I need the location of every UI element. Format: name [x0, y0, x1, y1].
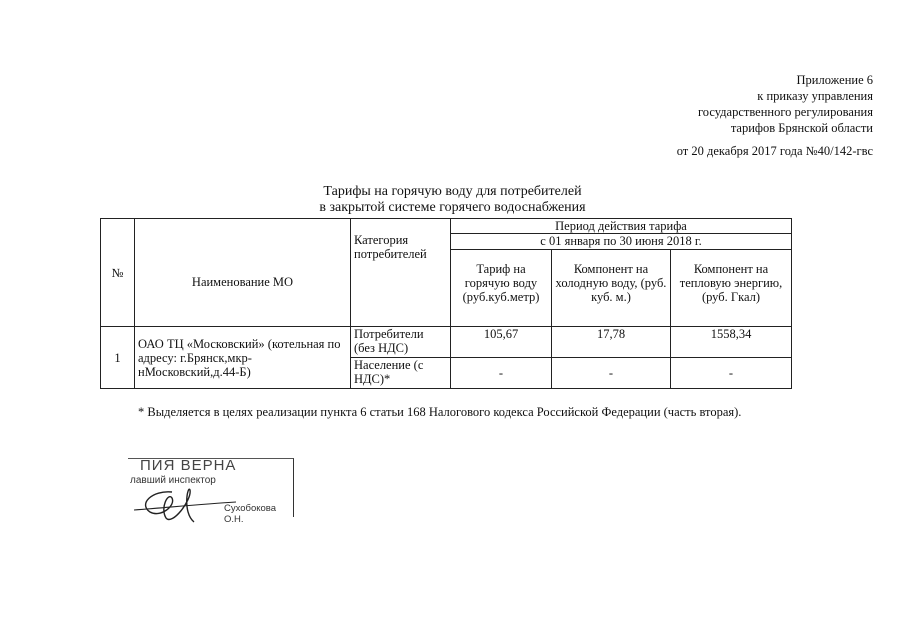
stamp-position: лавший инспектор: [130, 475, 216, 486]
row-cold: 17,78: [552, 327, 671, 358]
row-category: Потребители (без НДС): [351, 327, 451, 358]
header-line: государственного регулирования: [697, 105, 873, 119]
header-period-dates: с 01 января по 30 июня 2018 г.: [451, 234, 792, 250]
header-num: №: [101, 219, 135, 327]
footnote: * Выделяется в целях реализации пункта 6 статьи 168 Налогового кодекса Российской Федерации (часть вторая).: [138, 405, 742, 419]
header-period: Период действия тарифа: [451, 219, 792, 234]
row-heat: -: [671, 358, 792, 389]
header-category: Категория потребителей: [351, 219, 451, 327]
header-line: тарифов Брянской области: [730, 121, 873, 135]
row-tariff: 105,67: [451, 327, 552, 358]
header-cold-component: Компонент на холодную воду, (руб. куб. м.): [552, 250, 671, 327]
row-category: Население (с НДС)*: [351, 358, 451, 389]
appendix-header: [677, 72, 873, 159]
order-date-line: от 20 декабря 2017 года №40/142-гвс: [676, 144, 873, 158]
row-cold: -: [552, 358, 671, 389]
header-mo-name: Наименование МО: [135, 219, 351, 327]
header-line: к приказу управления: [757, 89, 873, 103]
stamp-text: ПИЯ ВЕРНА: [140, 457, 237, 474]
title-line-2: в закрытой системе горячего водоснабжения: [319, 200, 586, 215]
row-mo-name: ОАО ТЦ «Московский» (котельная по адресу: г.Брянск,мкр-нМосковский,д.44-Б): [135, 327, 351, 389]
row-num: 1: [101, 327, 135, 389]
tariff-table: [100, 218, 792, 389]
header-heat-component: Компонент на тепловую энергию, (руб. Гкал): [671, 250, 792, 327]
title-line-1: Тарифы на горячую воду для потребителей: [323, 184, 582, 199]
stamp-name: Сухобокова О.Н.: [224, 503, 277, 525]
header-tariff: Тариф на горячую воду (руб.куб.метр): [451, 250, 552, 327]
signature-icon: [132, 482, 242, 528]
header-line: Приложение 6: [796, 73, 873, 87]
row-heat: 1558,34: [671, 327, 792, 358]
document-title: [0, 184, 905, 216]
row-tariff: -: [451, 358, 552, 389]
